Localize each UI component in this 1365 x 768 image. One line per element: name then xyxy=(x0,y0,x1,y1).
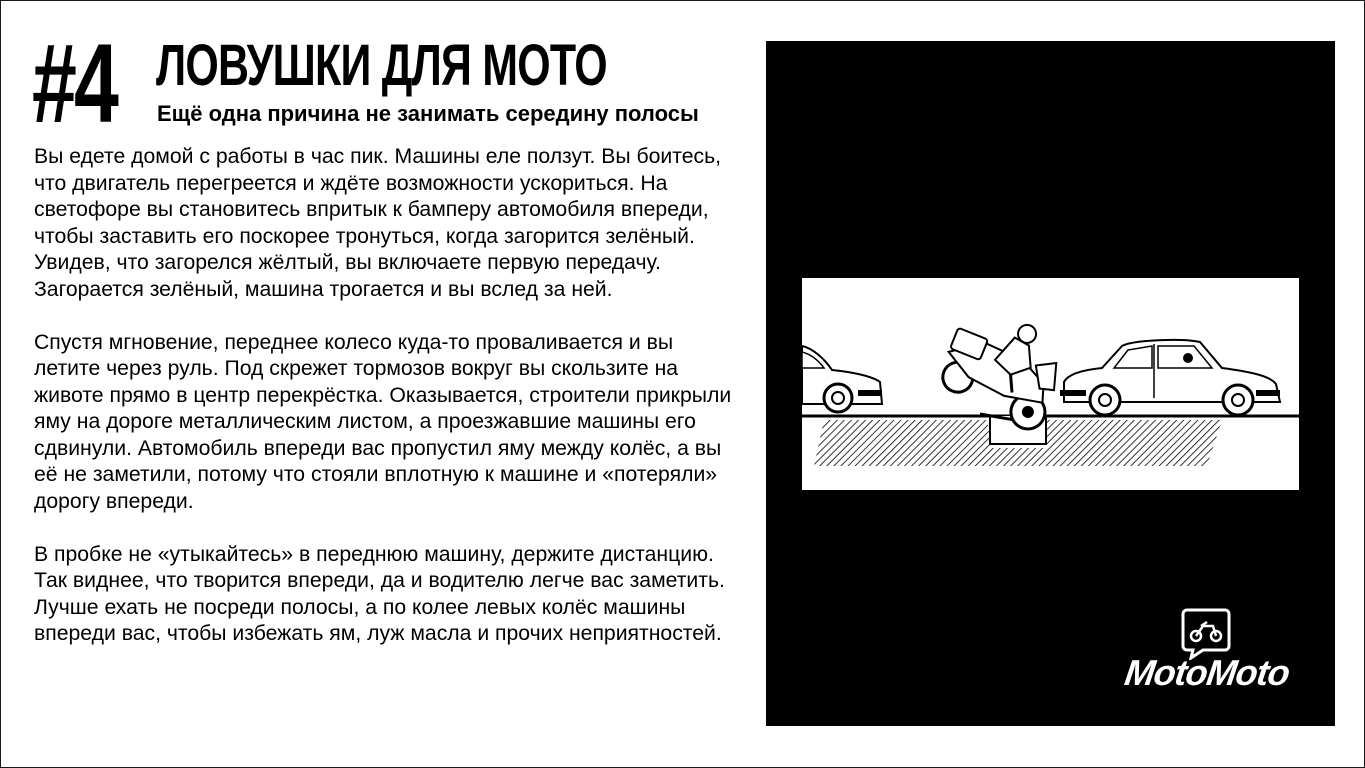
left-car-icon xyxy=(802,346,882,412)
paragraph-1: Вы едете домой с работы в час пик. Машины еле ползут. Вы боитесь, что двигатель перегреется и ждёте возможности ускориться. На светофоре вы становитесь впритык к бамперу автомобиля впереди, чтобы заставить его поскорее тронуться, когда загорится зелёный. Увидев, что загорелся жёлтый, вы включаете первую передачу. Загорается зелёный, машина трогается и вы вслед за ней. xyxy=(34,145,722,301)
right-car-icon xyxy=(1060,340,1280,415)
brand-logo: MotoMoto xyxy=(1122,652,1292,693)
illustration xyxy=(802,278,1299,490)
motorcycle-icon xyxy=(933,301,1074,434)
article-body xyxy=(34,144,738,674)
slide-number: #4 xyxy=(32,21,116,146)
page-subtitle: Ещё одна причина не занимать середину полосы xyxy=(157,101,699,126)
paragraph-3: В пробке не «утыкайтесь» в переднюю машину, держите дистанцию. Так виднее, что творится впереди, да и водителю легче вас заметить. Лучше ехать не посреди полосы, а по колее левых колёс машины впереди вас, чтобы избежать ям, луж масла и прочих неприятностей. xyxy=(34,542,725,645)
pothole-scene-illustration xyxy=(802,278,1299,490)
page-title: ЛОВУШКИ ДЛЯ МОТО xyxy=(156,33,607,98)
paragraph-2: Спустя мгновение, переднее колесо куда-то проваливается и вы летите через руль. Под скрежет тормозов вокруг вы скользите на животе прямо в центр перекрёстка. Оказывается, строители прикрыли яму на дороге металлическим листом, а проезжавшие машины его сдвинули. Автомобиль впереди вас пропустил яму между колёс, а вы её не заметили, потому что стояли вплотную к машине и «потеряли» дорогу впереди. xyxy=(34,330,732,513)
illustration-panel xyxy=(766,41,1335,726)
